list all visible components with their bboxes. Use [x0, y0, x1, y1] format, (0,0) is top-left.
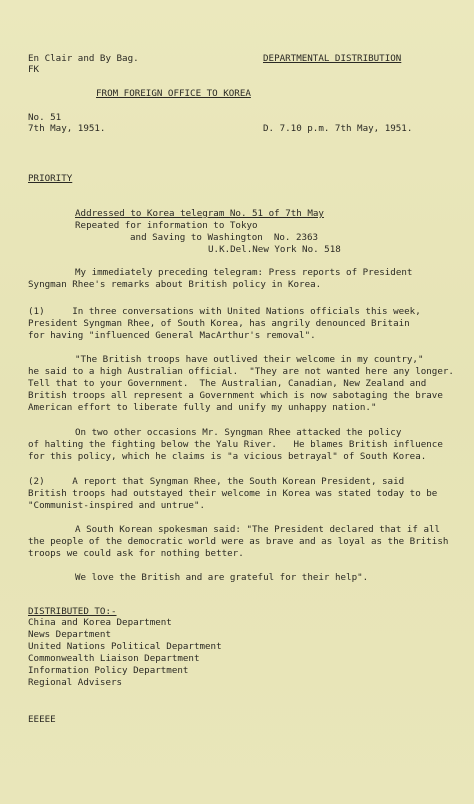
- quote-line-4: British troops all represent a Government which is now sabotaging the brave: [28, 390, 443, 401]
- distribution-item: Information Policy Department: [28, 665, 189, 676]
- distribution-item: China and Korea Department: [28, 617, 172, 628]
- quote-line-2: he said to a high Australian official. "They are not wanted here any longer.: [28, 366, 454, 377]
- distribution-heading: DISTRIBUTED TO:-: [28, 606, 117, 617]
- para1-line-1: (1) In three conversations with United Nations officials this week,: [28, 306, 421, 317]
- ukdel-line: U.K.Del.New York No. 518: [208, 244, 341, 255]
- from-line: FROM FOREIGN OFFICE TO KOREA: [96, 88, 251, 99]
- para3-line-2: British troops had outstayed their welcome in Korea was stated today to be: [28, 488, 438, 499]
- addressed-line: Addressed to Korea telegram No. 51 of 7th May: [75, 208, 324, 219]
- distribution-item: News Department: [28, 629, 111, 640]
- priority-label: PRIORITY: [28, 173, 73, 184]
- para3-line-1: (2) A report that Syngman Rhee, the South Korean President, said: [28, 476, 405, 487]
- repeated-line: Repeated for information to Tokyo: [75, 220, 258, 231]
- para4-line-3: troops we could ask for nothing better.: [28, 548, 244, 559]
- dispatch-time: D. 7.10 p.m. 7th May, 1951.: [263, 123, 413, 134]
- distribution-item: United Nations Political Department: [28, 641, 222, 652]
- telegram-number: No. 51: [28, 112, 62, 123]
- quote-line-3: Tell that to your Government. The Australian, Canadian, New Zealand and: [28, 378, 427, 389]
- footer-mark: EEEEE: [28, 714, 56, 725]
- para2-line-2: of halting the fighting below the Yalu River. He blames British influence: [28, 439, 443, 450]
- quote-line-1: "The British troops have outlived their welcome in my country,": [75, 354, 424, 365]
- distribution-item: Commonwealth Liaison Department: [28, 653, 200, 664]
- header-clair-line: En Clair and By Bag.: [28, 53, 139, 64]
- distribution-item: Regional Advisers: [28, 677, 123, 688]
- quote-line-5: American effort to liberate fully and unify my unhappy nation.": [28, 402, 377, 413]
- para4-line-2: the people of the democratic world were as brave and as loyal as the British: [28, 536, 449, 547]
- telegram-date: 7th May, 1951.: [28, 123, 106, 134]
- intro-line-2: Syngman Rhee's remarks about British policy in Korea.: [28, 279, 322, 290]
- para5-line-1: We love the British and are grateful for their help".: [75, 572, 369, 583]
- para3-line-3: "Communist-inspired and untrue".: [28, 500, 206, 511]
- saving-line: and Saving to Washington No. 2363: [130, 232, 319, 243]
- para4-line-1: A South Korean spokesman said: "The President declared that if all: [75, 524, 441, 535]
- departmental-distribution-title: DEPARTMENTAL DISTRIBUTION: [263, 53, 402, 64]
- intro-line-1: My immediately preceding telegram: Press reports of President: [75, 267, 413, 278]
- para1-line-2: President Syngman Rhee, of South Korea, has angrily denounced Britain: [28, 318, 410, 329]
- para2-line-1: On two other occasions Mr. Syngman Rhee attacked the policy: [75, 427, 402, 438]
- para2-line-3: for this policy, which he claims is "a vicious betrayal" of South Korea.: [28, 451, 427, 462]
- para1-line-3: for having "influenced General MacArthur's removal".: [28, 330, 316, 341]
- header-initials: FK: [28, 64, 40, 75]
